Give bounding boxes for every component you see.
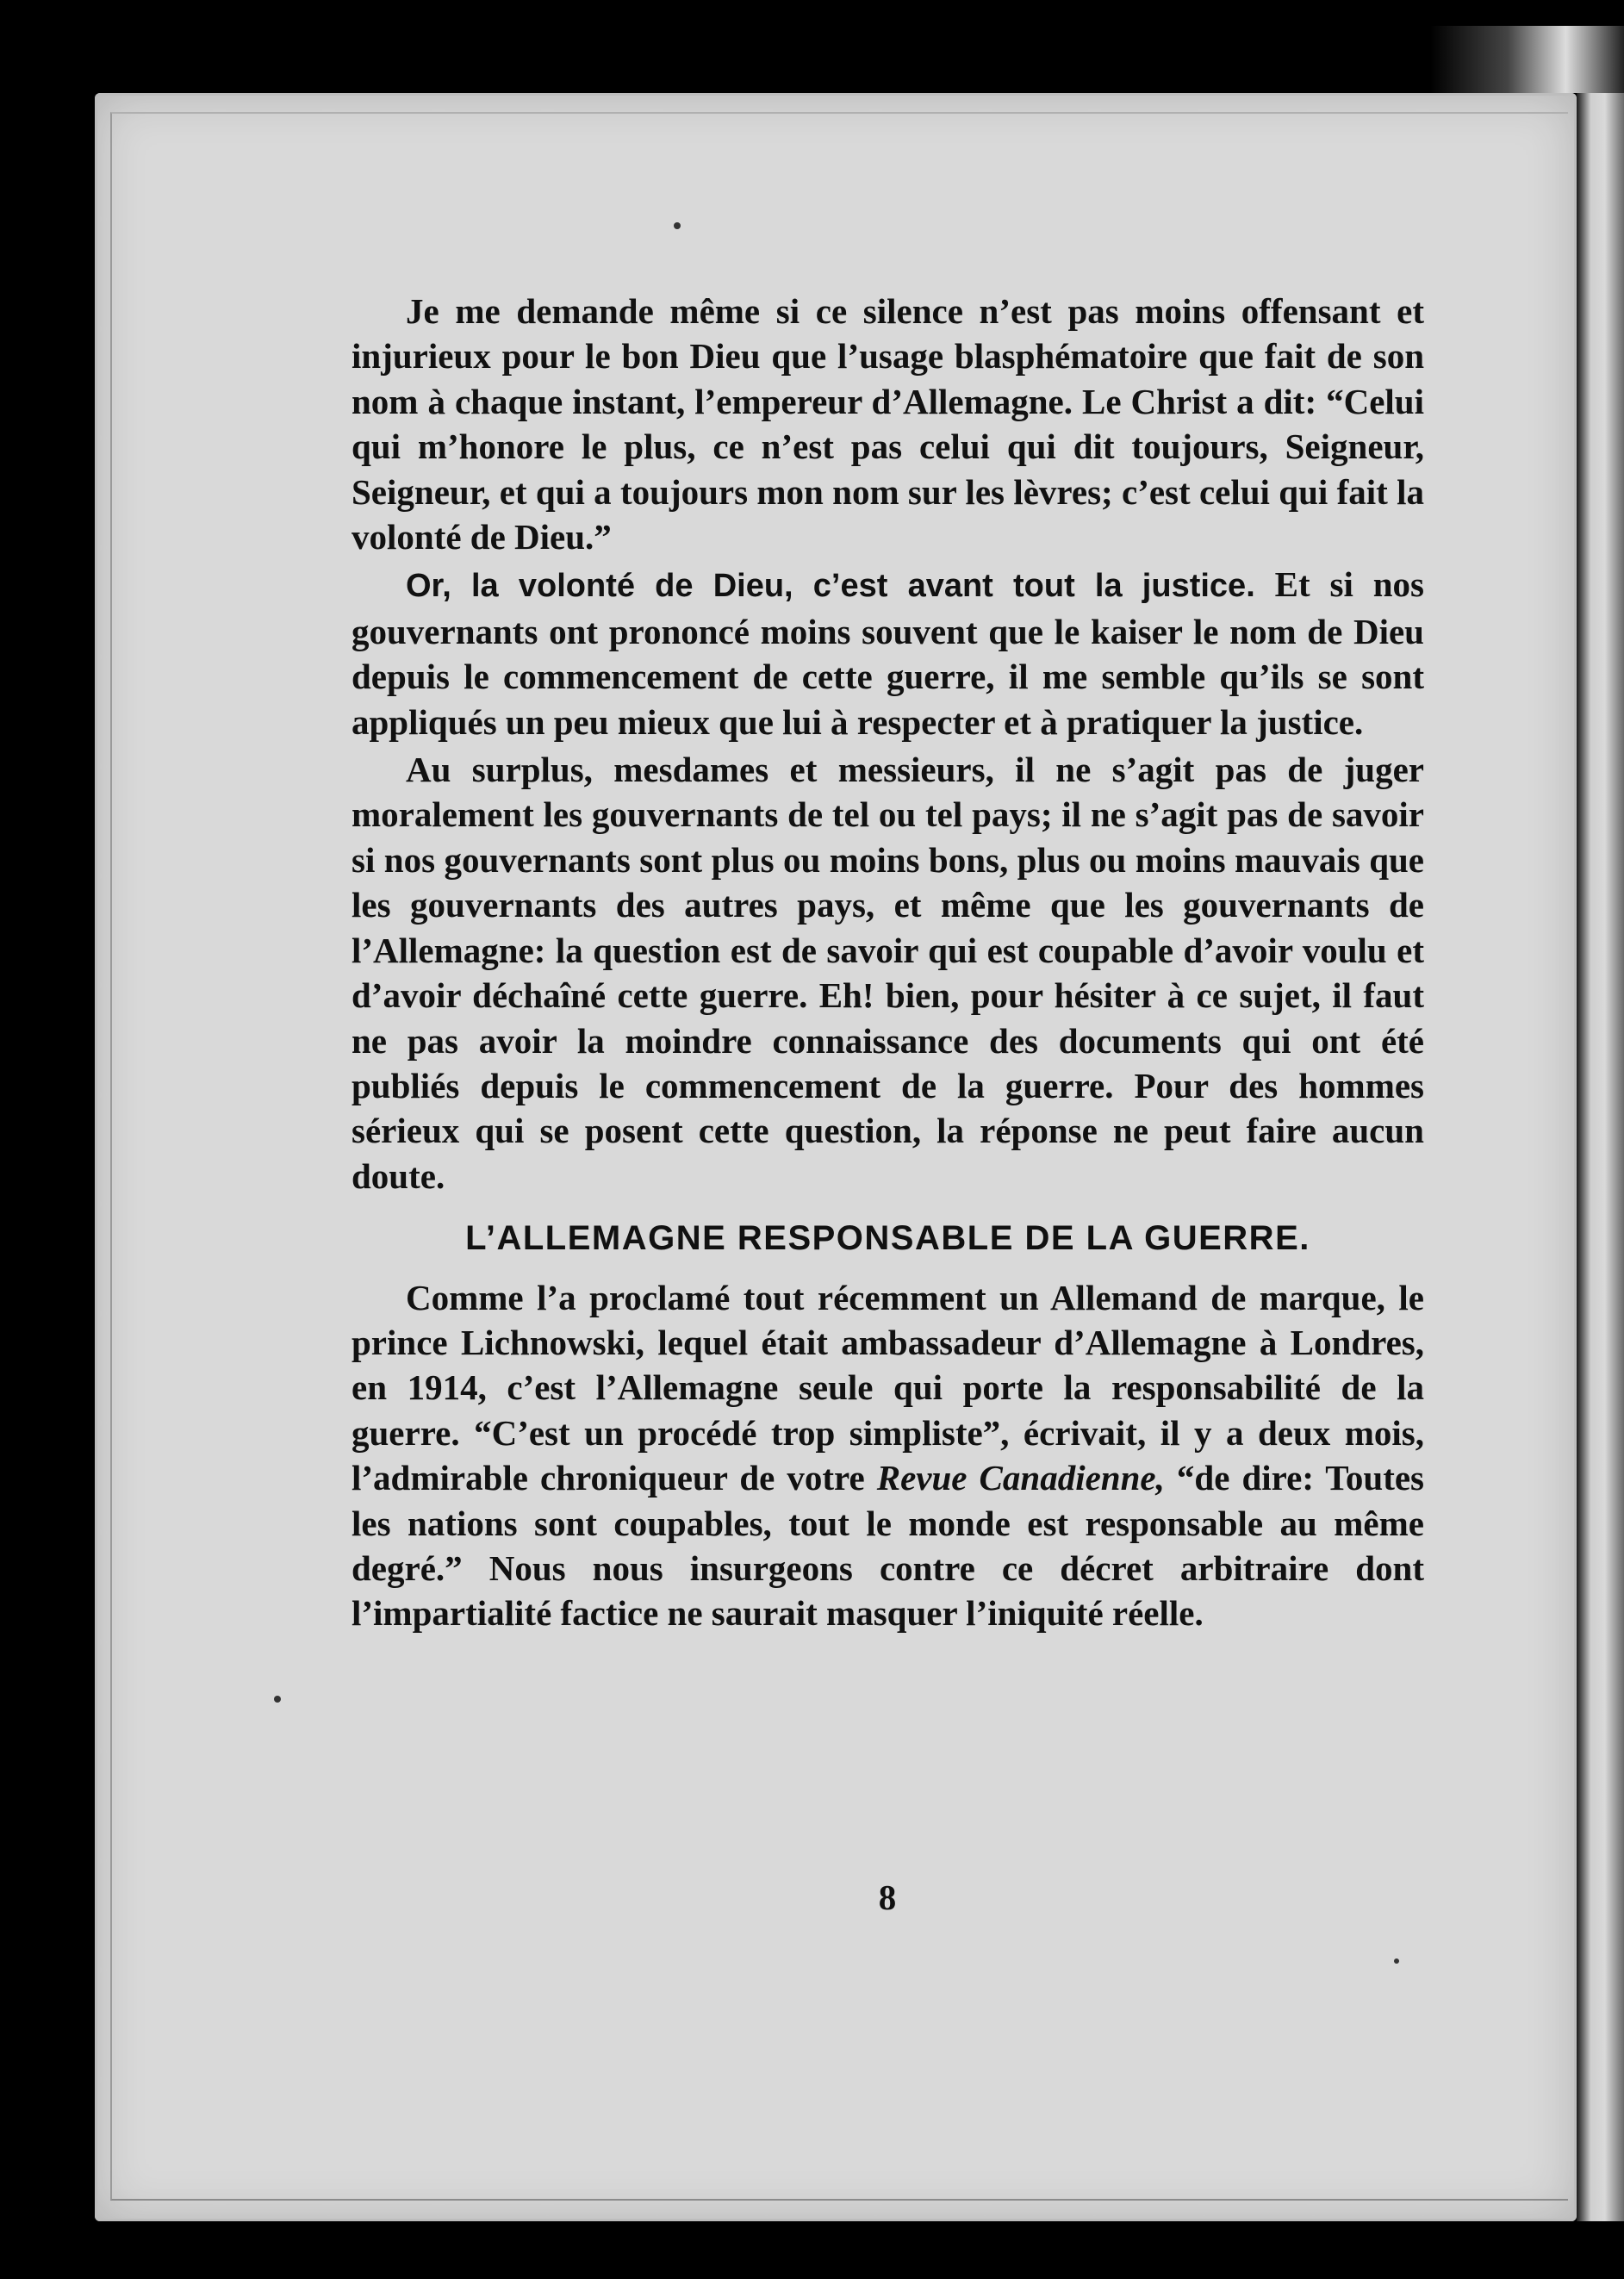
ink-speck	[674, 222, 681, 229]
paragraph-text: Et si nos gouvernants ont prononcé moins souvent que le kaiser le nom de Dieu depuis le commencement de cette guerre, il me semble qu’ils se sont appliqués un peu mieux que lui à respecter et à pratiquer la justice.	[352, 564, 1424, 742]
paragraph-text: “de dire: Toutes les nations sont coupables, tout le monde est responsable au même degré.” Nous nous insurgeons contre ce décret arbitraire dont l’impartialité factice ne saurait masquer l’iniquité réelle.	[352, 1458, 1424, 1634]
section-heading: L’ALLEMAGNE RESPONSABLE DE LA GUERRE.	[465, 1219, 1310, 1258]
ink-speck	[274, 1696, 281, 1703]
ink-speck	[1394, 1958, 1399, 1964]
journal-title: Revue Canadienne,	[876, 1458, 1165, 1498]
paragraph: Au surplus, mesdames et messieurs, il ne s’agit pas de juger moralement les gouvernants de tel ou tel pays; il ne s’agit pas de savoir si nos gouvernants sont plus ou moins bons, plus ou moins mauvais que les gouvernants des autres pays, et même que les gouvernants de l’Allemagne: la question est de savoir qui est coupable d’avoir voulu et d’avoir déchaîné cette guerre. Eh! bien, pour hésiter à ce sujet, il faut ne pas avoir la moindre connaissance des documents qui ont été publiés depuis le commencement de la guerre. Pour des hommes sérieux qui se posent cette question, la réponse ne peut faire aucun doute.	[352, 750, 1424, 1196]
document-body	[352, 289, 1424, 1636]
scan-edge-top	[1430, 26, 1624, 93]
paragraph	[352, 562, 1424, 744]
page-number: 8	[878, 1877, 897, 1917]
paragraph: Je me demande même si ce silence n’est pas moins offensant et injurieux pour le bon Dieu que l’usage blasphématoire que fait de son nom à chaque instant, l’empereur d’Allemagne. Le Christ a dit: “Celui qui m’honore le plus, ce n’est pas celui qui dit toujours, Seigneur, Seigneur, et qui a toujours mon nom sur les lèvres; c’est celui qui fait la volonté de Dieu.”	[352, 291, 1424, 557]
paragraph-text: Comme l’a proclamé tout récemment un Allemand de marque, le prince Lichnowski, lequel était ambassadeur d’Allemagne à Londres, en 1914, c’est l’Allemagne seule qui porte la responsabilité de la guerre. “C’est un procédé trop simpliste”, écrivait, il y a deux mois, l’admirable chroniqueur de votre	[352, 1277, 1424, 1498]
paragraph	[352, 1275, 1424, 1636]
paragraph-lead: Or, la volonté de Dieu, c’est avant tout la justice.	[406, 568, 1255, 605]
scan-edge-right	[1577, 93, 1624, 2221]
